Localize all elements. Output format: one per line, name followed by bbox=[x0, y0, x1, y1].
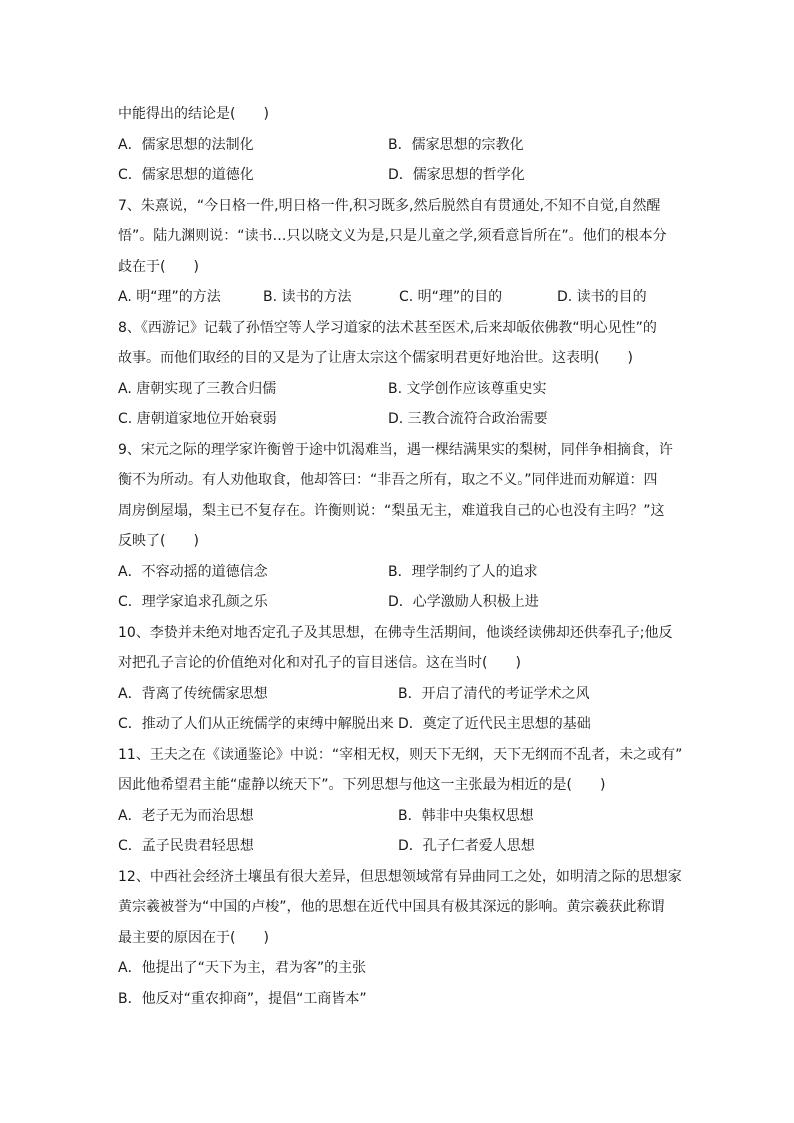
option-a[interactable]: A．儒家思想的法制化 bbox=[118, 136, 254, 153]
option-row bbox=[118, 835, 678, 857]
option-row bbox=[118, 408, 678, 430]
question-6 bbox=[118, 103, 678, 186]
option-b[interactable]: B．韩非中央集权思想 bbox=[398, 807, 534, 824]
question-11 bbox=[118, 744, 683, 858]
option-row bbox=[118, 134, 678, 156]
option-a[interactable]: A．老子无为而治思想 bbox=[118, 807, 254, 824]
question-stem-line: 歧在于( ) bbox=[118, 258, 199, 275]
option-d[interactable]: D．孔子仁者爱人思想 bbox=[398, 838, 535, 854]
option-b[interactable]: B．理学制约了人的追求 bbox=[388, 563, 538, 580]
option-a[interactable]: A. 唐朝实现了三教合归儒 bbox=[118, 380, 277, 397]
question-stem-line: 衡不为所动。有人劝他取食，他却答曰：“非吾之所有，取之不义。”同伴进而劝解道：四 bbox=[118, 472, 658, 488]
option-d[interactable]: D. 读书的目的 bbox=[557, 289, 647, 305]
option-a[interactable]: A．不容动摇的道德信念 bbox=[118, 563, 268, 580]
question-stem-line: 中能得出的结论是( ) bbox=[118, 106, 269, 122]
option-c[interactable]: C．理学家追求孔颜之乐 bbox=[118, 594, 268, 610]
question-list bbox=[118, 103, 683, 1010]
question-stem-line: 最主要的原因在于( ) bbox=[118, 929, 269, 946]
question-stem-line: 反映了( ) bbox=[118, 533, 199, 549]
question-stem-line: 12、中西社会经济土壤虽有很大差异，但思想领域常有异曲同工之处，如明清之际的思想家 bbox=[118, 868, 682, 885]
option-c[interactable]: C. 唐朝道家地位开始衰弱 bbox=[118, 411, 277, 427]
option-row bbox=[118, 378, 678, 400]
option-row bbox=[118, 591, 678, 613]
option-a[interactable]: A. 明“理”的方法 bbox=[118, 289, 221, 305]
option-row bbox=[118, 805, 678, 827]
question-8 bbox=[118, 317, 678, 431]
question-stem-line: 10、李贽并未绝对地否定孔子及其思想，在佛寺生活期间，他谈经读佛却还供奉孔子;他反 bbox=[118, 624, 673, 641]
option-c[interactable]: C．孟子民贵君轻思想 bbox=[118, 838, 254, 854]
question-stem-line: 悟”。陆九渊则说：“读书…只以晓文义为是,只是儿童之学,须看意旨所在”。他们的根本分 bbox=[118, 228, 667, 244]
option-b[interactable]: B．开启了清代的考证学术之风 bbox=[398, 685, 590, 702]
question-10 bbox=[118, 622, 678, 736]
option-d[interactable]: D．儒家思想的哲学化 bbox=[388, 167, 525, 183]
question-stem-line: 7、朱熹说，“今日格一件,明日格一件,积习既多,然后脱然自有贯通处,不知不自觉,自然醒 bbox=[118, 197, 661, 214]
question-stem-line: 黄宗羲被誉为“中国的卢梭”，他的思想在近代中国具有极其深远的影响。黄宗羲获此称谓 bbox=[118, 899, 665, 915]
question-12 bbox=[118, 866, 682, 1010]
question-stem-line: 8、《西游记》记载了孙悟空等人学习道家的法术甚至医术,后来却皈依佛教“明心见性”的 bbox=[118, 319, 657, 336]
option-c[interactable]: C. 明“理”的目的 bbox=[399, 289, 503, 305]
option-c[interactable]: C．儒家思想的道德化 bbox=[118, 167, 254, 183]
option-d[interactable]: D．奠定了近代民主思想的基础 bbox=[398, 716, 591, 732]
question-stem-line: 11、王夫之在《读通鉴论》中说：“宰相无权，则天下无纲，天下无纲而不乱者，未之或有” bbox=[118, 746, 683, 763]
option-d[interactable]: D．心学激励人积极上进 bbox=[388, 594, 539, 610]
option-b[interactable]: B．儒家思想的宗教化 bbox=[388, 136, 524, 153]
question-9 bbox=[118, 439, 678, 614]
question-stem-line: 周房倒屋塌，梨主已不复存在。许衡则说：“梨虽无主，难道我自己的心也没有主吗？”这 bbox=[118, 502, 665, 519]
question-stem-line: 故事。而他们取经的目的又是为了让唐太宗这个儒家明君更好地治世。这表明( ) bbox=[118, 350, 633, 366]
option-row bbox=[118, 683, 678, 705]
question-stem-line: 因此他希望君主能“虚静以统天下”。下列思想与他这一主张最为相近的是( ) bbox=[118, 777, 606, 793]
option-b[interactable]: B．他反对“重农抑商”，提倡“工商皆本” bbox=[118, 990, 367, 1007]
option-a[interactable]: A．他提出了“天下为主，君为客”的主张 bbox=[118, 960, 367, 976]
option-row bbox=[118, 164, 678, 186]
question-7 bbox=[118, 195, 678, 309]
option-b[interactable]: B. 文学创作应该尊重史实 bbox=[388, 380, 547, 397]
option-b[interactable]: B. 读书的方法 bbox=[263, 289, 352, 305]
question-stem-line: 对把孔子言论的价值绝对化和对孔子的盲目迷信。这在当时( ) bbox=[118, 655, 521, 671]
question-stem-line: 9、宋元之际的理学家许衡曾于途中饥渴难当，遇一棵结满果实的梨树，同伴争相摘食，许 bbox=[118, 441, 673, 458]
option-d[interactable]: D. 三教合流符合政治需要 bbox=[388, 411, 548, 427]
option-row bbox=[118, 561, 678, 583]
option-row bbox=[118, 713, 678, 735]
option-a[interactable]: A．背离了传统儒家思想 bbox=[118, 685, 268, 702]
option-c[interactable]: C．推动了人们从正统儒学的束缚中解脱出来 bbox=[118, 716, 394, 732]
option-row bbox=[118, 286, 678, 308]
